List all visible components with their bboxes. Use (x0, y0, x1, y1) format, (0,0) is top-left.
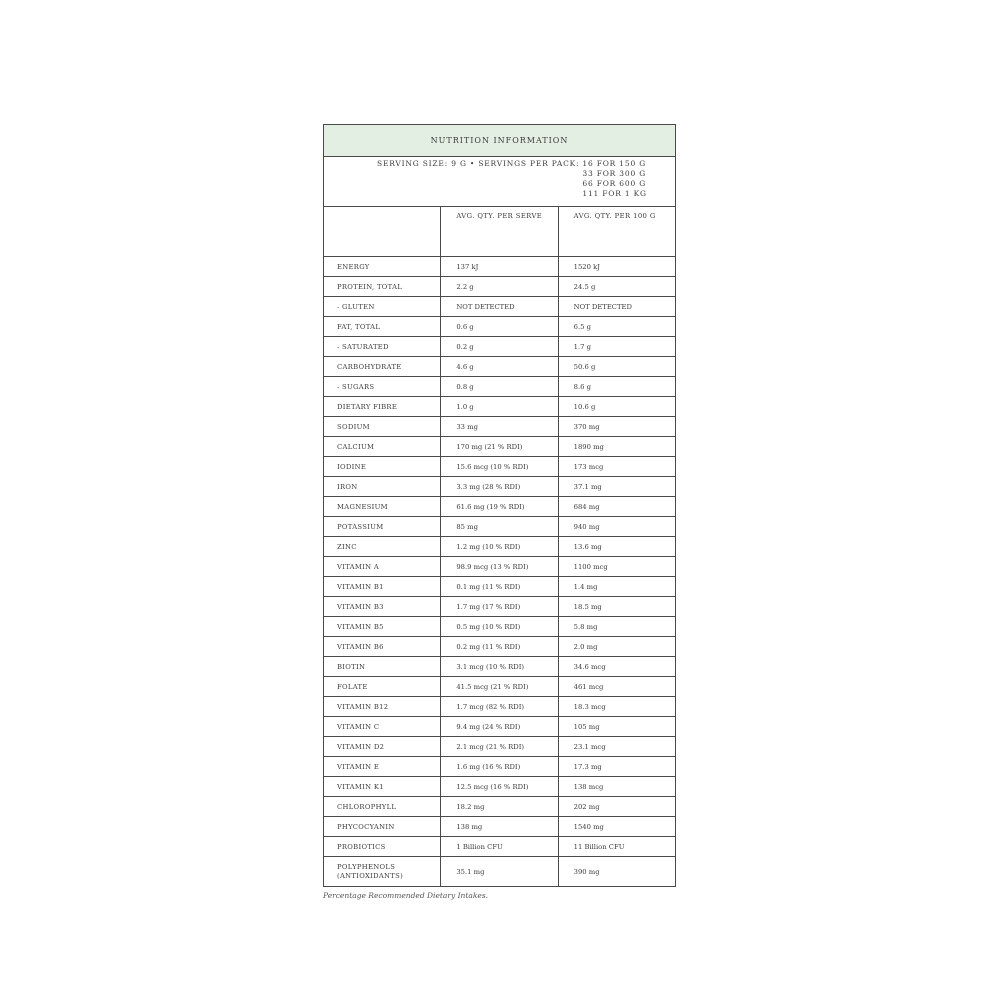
nutrient-name: - SUGARS (324, 377, 441, 397)
per-100g-value: 202 mg (558, 797, 675, 817)
per-100g-value: 50.6 g (558, 357, 675, 377)
per-serve-value: 9.4 mg (24 % RDI) (441, 717, 558, 737)
per-100g-value: 2.0 mg (558, 637, 675, 657)
per-100g-value: 6.5 g (558, 317, 675, 337)
nutrient-name: IRON (324, 477, 441, 497)
header-per-serve: AVG. QTY. PER SERVE (441, 207, 558, 257)
nutrient-name: VITAMIN B6 (324, 637, 441, 657)
per-100g-value: 138 mcg (558, 777, 675, 797)
per-100g-value: 105 mg (558, 717, 675, 737)
per-serve-value: 41.5 mcg (21 % RDI) (441, 677, 558, 697)
nutrient-name: MAGNESIUM (324, 497, 441, 517)
table-row (324, 537, 676, 557)
per-serve-value: 0.1 mg (11 % RDI) (441, 577, 558, 597)
per-serve-value: 4.6 g (441, 357, 558, 377)
table-row (324, 717, 676, 737)
serving-info (324, 157, 676, 207)
header-per-100g: AVG. QTY. PER 100 G (558, 207, 675, 257)
nutrient-name: VITAMIN B3 (324, 597, 441, 617)
nutrient-name: PROBIOTICS (324, 837, 441, 857)
table-row (324, 817, 676, 837)
per-100g-value: 370 mg (558, 417, 675, 437)
table-row (324, 577, 676, 597)
per-serve-value: 0.5 mg (10 % RDI) (441, 617, 558, 637)
table-row (324, 417, 676, 437)
nutrition-table (323, 124, 676, 887)
nutrient-name: BIOTIN (324, 657, 441, 677)
table-row (324, 517, 676, 537)
per-serve-value: 12.5 mcg (16 % RDI) (441, 777, 558, 797)
nutrient-name: PROTEIN, TOTAL (324, 277, 441, 297)
per-serve-value: 2.1 mcg (21 % RDI) (441, 737, 558, 757)
per-100g-value: 390 mg (558, 857, 675, 887)
table-row (324, 797, 676, 817)
per-100g-value: 5.8 mg (558, 617, 675, 637)
per-serve-value: 0.2 mg (11 % RDI) (441, 637, 558, 657)
nutrient-name: VITAMIN A (324, 557, 441, 577)
footnote: Percentage Recommended Dietary Intakes. (323, 891, 489, 900)
per-serve-value: 1 Billion CFU (441, 837, 558, 857)
per-100g-value: 17.3 mg (558, 757, 675, 777)
per-serve-value: 2.2 g (441, 277, 558, 297)
table-row (324, 757, 676, 777)
per-serve-value: 1.7 mcg (82 % RDI) (441, 697, 558, 717)
table-row (324, 437, 676, 457)
per-serve-value: 1.6 mg (16 % RDI) (441, 757, 558, 777)
table-row (324, 377, 676, 397)
table-row (324, 637, 676, 657)
table-row (324, 277, 676, 297)
per-100g-value: 1520 kJ (558, 257, 675, 277)
per-serve-value: 138 mg (441, 817, 558, 837)
per-serve-value: 0.6 g (441, 317, 558, 337)
servings-line: 33 FOR 300 G (582, 169, 646, 178)
per-100g-value: 940 mg (558, 517, 675, 537)
table-row (324, 297, 676, 317)
servings-per-pack-list (579, 159, 646, 199)
table-row (324, 477, 676, 497)
per-serve-value: NOT DETECTED (441, 297, 558, 317)
nutrient-name: FAT, TOTAL (324, 317, 441, 337)
per-100g-value: NOT DETECTED (558, 297, 675, 317)
nutrient-name: POTASSIUM (324, 517, 441, 537)
per-100g-value: 13.6 mg (558, 537, 675, 557)
table-row (324, 737, 676, 757)
per-100g-value: 34.6 mcg (558, 657, 675, 677)
per-serve-value: 0.2 g (441, 337, 558, 357)
table-row (324, 317, 676, 337)
table-row (324, 677, 676, 697)
nutrition-panel (323, 124, 676, 900)
per-serve-value: 98.9 mcg (13 % RDI) (441, 557, 558, 577)
per-100g-value: 1890 mg (558, 437, 675, 457)
nutrient-name: VITAMIN E (324, 757, 441, 777)
table-row (324, 617, 676, 637)
per-100g-value: 37.1 mg (558, 477, 675, 497)
serving-label: SERVING SIZE: 9 G • SERVINGS PER PACK: (377, 159, 580, 168)
nutrient-name: VITAMIN B1 (324, 577, 441, 597)
per-serve-value: 0.8 g (441, 377, 558, 397)
column-header-row (324, 207, 676, 257)
table-row (324, 397, 676, 417)
table-row (324, 657, 676, 677)
per-serve-value: 18.2 mg (441, 797, 558, 817)
per-100g-value: 1.4 mg (558, 577, 675, 597)
table-row (324, 837, 676, 857)
per-100g-value: 18.3 mcg (558, 697, 675, 717)
table-title: NUTRITION INFORMATION (324, 125, 676, 157)
nutrient-name: CHLOROPHYLL (324, 797, 441, 817)
table-row (324, 357, 676, 377)
nutrient-name: IODINE (324, 457, 441, 477)
nutrient-name: - GLUTEN (324, 297, 441, 317)
nutrient-name: FOLATE (324, 677, 441, 697)
per-serve-value: 35.1 mg (441, 857, 558, 887)
per-serve-value: 137 kJ (441, 257, 558, 277)
table-row (324, 857, 676, 887)
per-100g-value: 8.6 g (558, 377, 675, 397)
per-100g-value: 11 Billion CFU (558, 837, 675, 857)
per-serve-value: 1.7 mg (17 % RDI) (441, 597, 558, 617)
nutrient-name: POLYPHENOLS (ANTIOXIDANTS) (324, 857, 441, 887)
per-serve-value: 1.2 mg (10 % RDI) (441, 537, 558, 557)
nutrient-rows (324, 257, 676, 887)
per-100g-value: 18.5 mg (558, 597, 675, 617)
per-100g-value: 173 mcg (558, 457, 675, 477)
per-100g-value: 24.5 g (558, 277, 675, 297)
per-serve-value: 170 mg (21 % RDI) (441, 437, 558, 457)
table-row (324, 257, 676, 277)
nutrient-name: SODIUM (324, 417, 441, 437)
per-100g-value: 10.6 g (558, 397, 675, 417)
table-row (324, 557, 676, 577)
per-serve-value: 1.0 g (441, 397, 558, 417)
nutrient-name: VITAMIN D2 (324, 737, 441, 757)
servings-line: 66 FOR 600 G (582, 179, 646, 188)
nutrient-name: CARBOHYDRATE (324, 357, 441, 377)
nutrient-name: ZINC (324, 537, 441, 557)
per-serve-value: 33 mg (441, 417, 558, 437)
servings-line: 111 FOR 1 KG (582, 189, 647, 198)
table-row (324, 597, 676, 617)
per-serve-value: 85 mg (441, 517, 558, 537)
per-serve-value: 3.3 mg (28 % RDI) (441, 477, 558, 497)
per-serve-value: 61.6 mg (19 % RDI) (441, 497, 558, 517)
table-row (324, 697, 676, 717)
nutrient-name: ENERGY (324, 257, 441, 277)
nutrient-name: VITAMIN B5 (324, 617, 441, 637)
nutrient-name: DIETARY FIBRE (324, 397, 441, 417)
nutrient-name: - SATURATED (324, 337, 441, 357)
per-100g-value: 1.7 g (558, 337, 675, 357)
per-100g-value: 684 mg (558, 497, 675, 517)
header-blank (324, 207, 441, 257)
nutrient-name: CALCIUM (324, 437, 441, 457)
per-100g-value: 461 mcg (558, 677, 675, 697)
per-serve-value: 15.6 mcg (10 % RDI) (441, 457, 558, 477)
nutrient-name: VITAMIN C (324, 717, 441, 737)
table-row (324, 777, 676, 797)
per-100g-value: 1540 mg (558, 817, 675, 837)
table-row (324, 497, 676, 517)
per-100g-value: 23.1 mcg (558, 737, 675, 757)
table-row (324, 337, 676, 357)
nutrient-name: VITAMIN B12 (324, 697, 441, 717)
per-100g-value: 1100 mcg (558, 557, 675, 577)
nutrient-name: VITAMIN K1 (324, 777, 441, 797)
per-serve-value: 3.1 mcg (10 % RDI) (441, 657, 558, 677)
table-row (324, 457, 676, 477)
servings-line: 16 FOR 150 G (582, 159, 646, 168)
nutrient-name: PHYCOCYANIN (324, 817, 441, 837)
